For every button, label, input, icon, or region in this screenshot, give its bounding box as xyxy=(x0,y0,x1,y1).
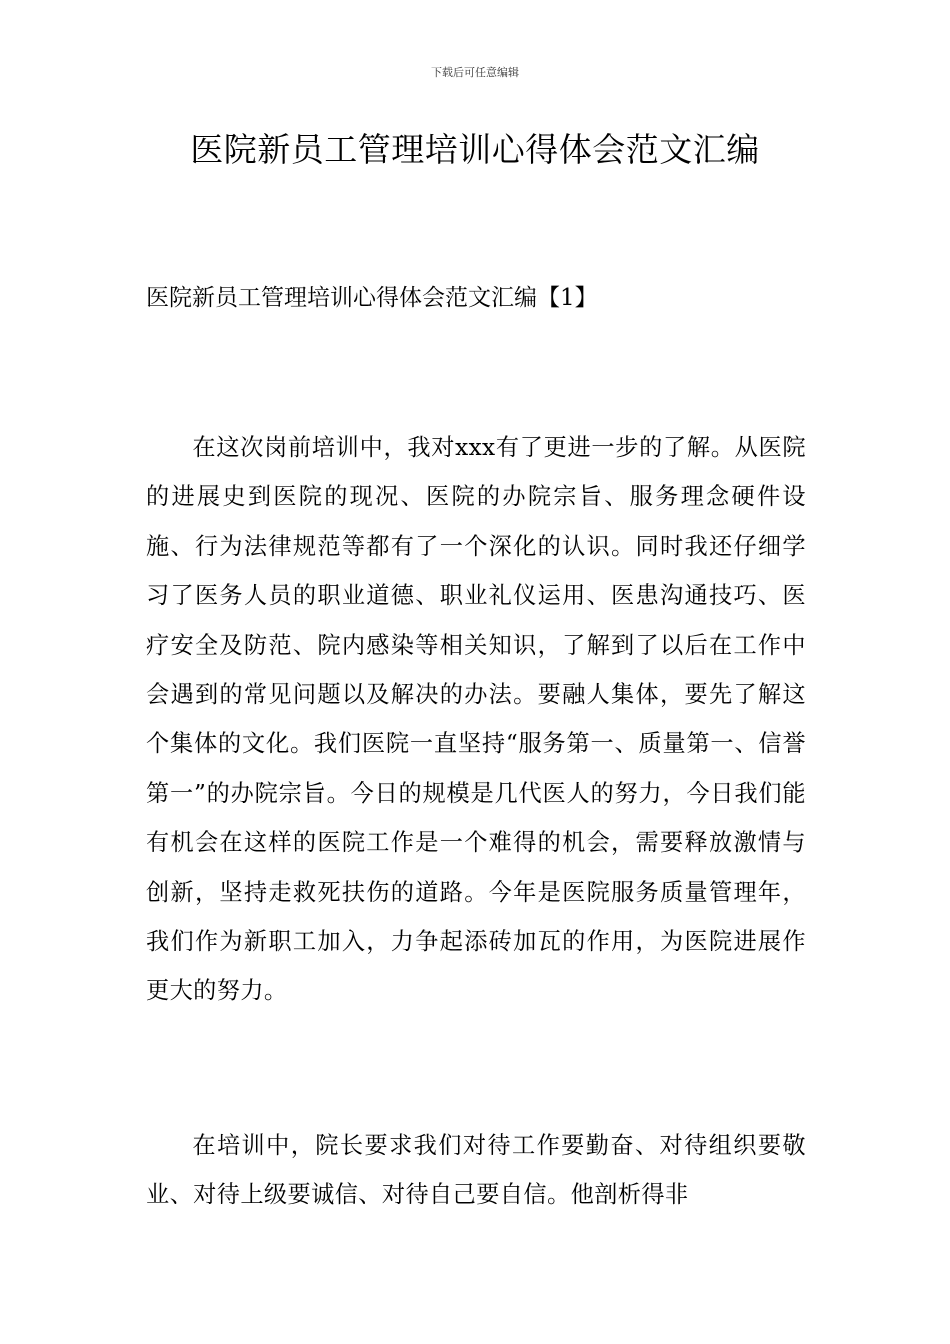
section-heading: 医院新员工管理培训心得体会范文汇编【1】 xyxy=(146,285,598,311)
paragraph-2: 在培训中，院长要求我们对待工作要勤奋、对待组织要敬业、对待上级要诚信、对待自己要自信。他剖析得非 xyxy=(146,1132,806,1209)
document-title: 医院新员工管理培训心得体会范文汇编 xyxy=(190,130,760,169)
paragraph-1: 在这次岗前培训中，我对xxx有了更进一步的了解。从医院的进展史到医院的现况、医院的办院宗旨、服务理念硬件设施、行为法律规范等都有了一个深化的认识。同时我还仔细学习了医务人员的职业道德、职业礼仪运用、医患沟通技巧、医疗安全及防范、院内感染等相关知识，了解到了以后在工作中会遇到的常见问题以及解决的办法。要融人集体，要先了解这个集体的文化。我们医院一直坚持“服务第一、质量第一、信誉第一”的办院宗旨。今日的规模是几代医人的努力，今日我们能有机会在这样的医院工作是一个难得的机会，需要释放激情与创新，坚持走救死扶伤的道路。今年是医院服务质量管理年，我们作为新职工加入，力争起添砖加瓦的作用，为医院进展作更大的努力。 xyxy=(146,434,806,1005)
header-note: 下载后可任意编辑 xyxy=(431,66,519,79)
